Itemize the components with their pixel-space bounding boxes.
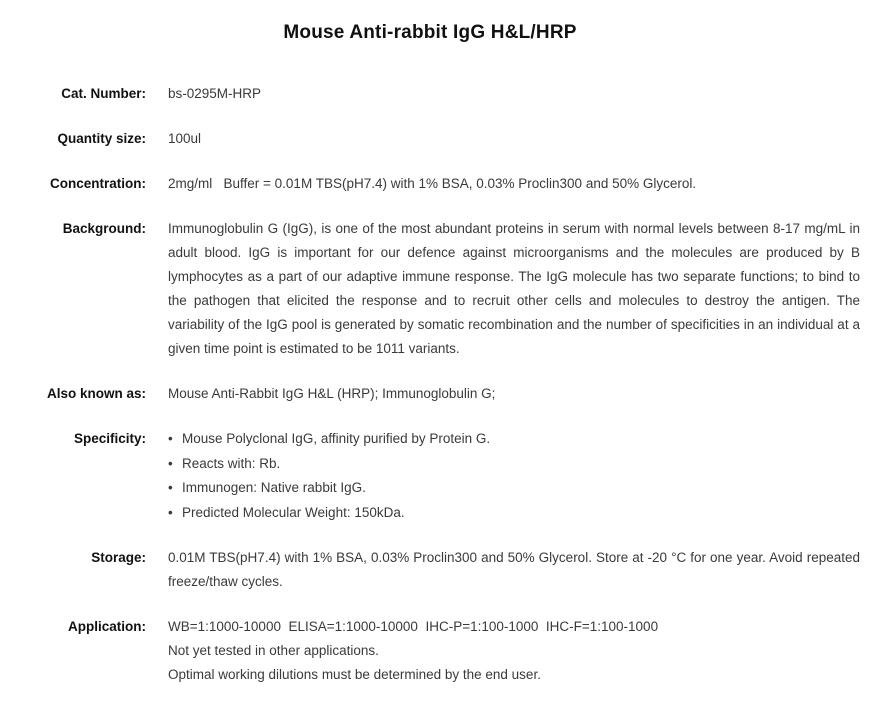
field-background — [0, 217, 860, 361]
list-item — [168, 452, 860, 477]
storage-value: 0.01M TBS(pH7.4) with 1% BSA, 0.03% Proclin300 and 50% Glycerol. Store at -20 °C for one year. Avoid repeated freeze/thaw cycles. — [168, 550, 860, 589]
bullet-icon: • — [168, 480, 173, 495]
list-item — [168, 476, 860, 501]
specificity-item-text: Mouse Polyclonal IgG, affinity purified by Protein G. — [182, 431, 491, 446]
quantity-size-label: Quantity size: — [57, 131, 146, 146]
field-cat-number — [0, 82, 860, 106]
application-label: Application: — [68, 619, 146, 634]
page-title: Mouse Anti-rabbit IgG H&L/HRP — [283, 22, 577, 43]
field-application — [0, 615, 860, 687]
cat-number-value: bs-0295M-HRP — [168, 86, 262, 101]
field-concentration — [0, 172, 860, 196]
background-label: Background: — [62, 221, 146, 236]
application-dilutions-line: WB=1:1000-10000 ELISA=1:1000-10000 IHC-P=1:100-1000 IHC-F=1:100-1000 — [168, 619, 659, 634]
also-known-as-label: Also known as: — [46, 386, 146, 401]
field-storage — [0, 546, 860, 594]
application-value — [168, 615, 860, 687]
specificity-value — [168, 427, 860, 525]
also-known-as-value: Mouse Anti-Rabbit IgG H&L (HRP); Immunoglobulin G; — [168, 386, 496, 401]
storage-label: Storage: — [91, 550, 146, 565]
field-quantity-size — [0, 127, 860, 151]
field-specificity — [0, 427, 860, 525]
bullet-icon: • — [168, 455, 173, 471]
application-disclaimer-line: Optimal working dilutions must be determined by the end user. — [168, 667, 541, 682]
application-note-line: Not yet tested in other applications. — [168, 643, 379, 658]
field-also-known-as — [0, 382, 860, 406]
list-item — [168, 501, 860, 526]
specificity-bullet-list — [168, 427, 860, 525]
list-item — [168, 427, 860, 452]
concentration-label: Concentration: — [50, 176, 146, 191]
specificity-item-text: Immunogen: Native rabbit IgG. — [182, 480, 366, 495]
cat-number-label: Cat. Number: — [61, 86, 146, 101]
background-value: Immunoglobulin G (IgG), is one of the most abundant proteins in serum with normal levels between 8-17 mg/mL in adult blood. IgG is important for our defence against microorganisms and the molecules are produced by B lymphocytes as a part of our adaptive immune response. The IgG molecule has two separate functions; to bind to the pathogen that elicited the response and to recruit other cells and molecules to destroy the antigen. The variability of the IgG pool is generated by somatic recombination and the number of specificities in an individual at a given time point is estimated to be 1011 variants. — [168, 221, 860, 356]
specificity-item-text: Reacts with: Rb. — [182, 455, 281, 471]
concentration-value: 2mg/ml Buffer = 0.01M TBS(pH7.4) with 1% BSA, 0.03% Proclin300 and 50% Glycerol. — [168, 176, 697, 191]
specificity-label: Specificity: — [73, 431, 146, 446]
quantity-size-value: 100ul — [168, 131, 202, 146]
specificity-item-text: Predicted Molecular Weight: 150kDa. — [182, 504, 405, 520]
bullet-icon: • — [168, 504, 173, 520]
bullet-icon: • — [168, 431, 173, 446]
